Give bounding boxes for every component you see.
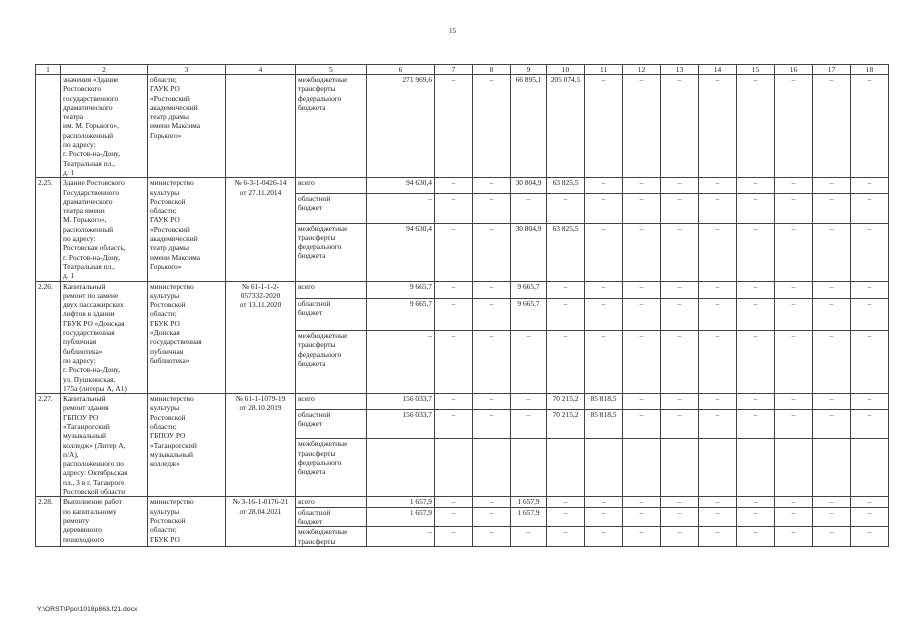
- value-cell: –: [511, 193, 547, 223]
- value-cell: –: [585, 178, 623, 194]
- value-cell: –: [851, 298, 889, 330]
- document-cell: № 61-1-1-2- 057332-2020 от 13.11.2020: [226, 281, 296, 394]
- value-cell: –: [511, 527, 547, 547]
- footer-file-path: Y:\ORST\Ppo\1018p863.f21.docx: [37, 606, 138, 613]
- column-number-header: 10: [547, 65, 585, 75]
- value-cell: –: [775, 178, 813, 194]
- value-cell: –: [775, 507, 813, 527]
- value-cell: –: [547, 497, 585, 507]
- organization-cell: министерство культуры Ростовской области; ГБУК РО: [148, 497, 226, 546]
- column-number-header: 6: [367, 65, 435, 75]
- value-cell: –: [699, 298, 737, 330]
- value-cell: [699, 439, 737, 497]
- value-cell: –: [775, 223, 813, 281]
- value-cell: –: [367, 330, 435, 393]
- value-cell: –: [813, 75, 851, 178]
- value-cell: –: [473, 178, 511, 194]
- value-cell: 94 630,4: [367, 178, 435, 194]
- value-cell: –: [661, 497, 699, 507]
- value-cell: –: [547, 507, 585, 527]
- value-cell: –: [623, 298, 661, 330]
- column-number-header: 17: [813, 65, 851, 75]
- value-cell: 1 657,9: [511, 507, 547, 527]
- value-cell: 9 665,7: [511, 298, 547, 330]
- value-cell: –: [623, 527, 661, 547]
- value-cell: –: [623, 223, 661, 281]
- value-cell: –: [547, 193, 585, 223]
- value-cell: –: [473, 527, 511, 547]
- funding-source-cell: всего: [296, 394, 367, 410]
- funding-source-cell: областной бюджет: [296, 507, 367, 527]
- value-cell: 1 657,9: [367, 497, 435, 507]
- column-number-header: 7: [435, 65, 473, 75]
- value-cell: –: [699, 193, 737, 223]
- value-cell: –: [367, 527, 435, 547]
- value-cell: 156 033,7: [367, 394, 435, 410]
- column-number-header: 13: [661, 65, 699, 75]
- value-cell: –: [699, 281, 737, 298]
- value-cell: [585, 439, 623, 497]
- value-cell: 1 657,9: [511, 497, 547, 507]
- value-cell: –: [813, 223, 851, 281]
- value-cell: [623, 439, 661, 497]
- value-cell: –: [661, 409, 699, 439]
- value-cell: –: [585, 281, 623, 298]
- value-cell: –: [435, 75, 473, 178]
- value-cell: –: [737, 193, 775, 223]
- value-cell: –: [737, 497, 775, 507]
- value-cell: –: [775, 75, 813, 178]
- funding-source-cell: межбюджетные трансферты: [296, 527, 367, 547]
- column-number-header: 18: [851, 65, 889, 75]
- value-cell: –: [661, 193, 699, 223]
- value-cell: –: [661, 178, 699, 194]
- value-cell: [435, 439, 473, 497]
- value-cell: –: [851, 193, 889, 223]
- value-cell: [367, 439, 435, 497]
- object-name-cell: Капитальный ремонт здания ГБПОУ РО «Таганрогский музыкальный колледж» (Литер А, п/А), расположенного по адресу: Октябрьская пл., 3 в г. Таганроге Ростовской области: [61, 394, 148, 497]
- value-cell: –: [699, 409, 737, 439]
- value-cell: –: [813, 298, 851, 330]
- value-cell: –: [511, 394, 547, 410]
- object-name-cell: Капитальный ремонт по замене двух пассажирских лифтов в здании ГБУК РО «Донская государственная публичная библиотека» по адресу: г. Ростов-на-Дону, ул. Пушкинская, 175а (литеры А, А1): [61, 281, 148, 394]
- document-cell: № 61-1-1079-19 от 28.10.2019: [226, 394, 296, 497]
- value-cell: [511, 439, 547, 497]
- value-cell: –: [435, 178, 473, 194]
- value-cell: –: [623, 330, 661, 393]
- value-cell: –: [699, 497, 737, 507]
- organization-cell: министерство культуры Ростовской области; ГАУК РО «Ростовский академический театр драмы имени Максима Горького»: [148, 178, 226, 281]
- column-number-header: 1: [36, 65, 61, 75]
- funding-source-cell: областной бюджет: [296, 298, 367, 330]
- page-number: 15: [449, 27, 456, 35]
- value-cell: –: [661, 330, 699, 393]
- value-cell: 66 895,1: [511, 75, 547, 178]
- value-cell: –: [547, 281, 585, 298]
- value-cell: –: [473, 223, 511, 281]
- value-cell: –: [775, 330, 813, 393]
- value-cell: –: [699, 75, 737, 178]
- funding-source-cell: межбюджетные трансферты федерального бюджета: [296, 223, 367, 281]
- funding-source-cell: межбюджетные трансферты федерального бюджета: [296, 439, 367, 497]
- value-cell: –: [737, 223, 775, 281]
- value-cell: [547, 439, 585, 497]
- value-cell: –: [623, 409, 661, 439]
- value-cell: –: [737, 281, 775, 298]
- column-number-header: 3: [148, 65, 226, 75]
- value-cell: –: [737, 507, 775, 527]
- organization-cell: министерство культуры Ростовской области; ГБПОУ РО «Таганрогский музыкальный колледж»: [148, 394, 226, 497]
- value-cell: –: [851, 223, 889, 281]
- column-number-header: 12: [623, 65, 661, 75]
- value-cell: –: [699, 223, 737, 281]
- value-cell: 30 804,9: [511, 178, 547, 194]
- value-cell: –: [511, 409, 547, 439]
- value-cell: 9 665,7: [511, 281, 547, 298]
- value-cell: [775, 439, 813, 497]
- value-cell: –: [367, 193, 435, 223]
- value-cell: –: [435, 507, 473, 527]
- value-cell: 94 630,4: [367, 223, 435, 281]
- funding-source-cell: областной бюджет: [296, 193, 367, 223]
- value-cell: 30 804,9: [511, 223, 547, 281]
- value-cell: –: [473, 193, 511, 223]
- value-cell: –: [435, 497, 473, 507]
- row-number-cell: 2.25.: [36, 178, 61, 281]
- value-cell: –: [737, 394, 775, 410]
- value-cell: –: [473, 409, 511, 439]
- value-cell: –: [435, 223, 473, 281]
- value-cell: –: [813, 193, 851, 223]
- value-cell: –: [661, 298, 699, 330]
- value-cell: –: [699, 394, 737, 410]
- funding-source-cell: межбюджетные трансферты федерального бюджета: [296, 75, 367, 178]
- value-cell: –: [473, 394, 511, 410]
- column-number-header: 15: [737, 65, 775, 75]
- value-cell: –: [511, 330, 547, 393]
- value-cell: –: [585, 223, 623, 281]
- column-number-header: 4: [226, 65, 296, 75]
- value-cell: 70 215,2: [547, 409, 585, 439]
- value-cell: –: [813, 409, 851, 439]
- value-cell: –: [737, 178, 775, 194]
- row-number-cell: 2.27.: [36, 394, 61, 497]
- value-cell: 85 818,5: [585, 394, 623, 410]
- document-cell: № 3-16-1-0176-21 от 28.04.2021: [226, 497, 296, 546]
- value-cell: –: [851, 75, 889, 178]
- value-cell: –: [737, 527, 775, 547]
- value-cell: –: [851, 178, 889, 194]
- table-row: [36, 497, 889, 507]
- funding-source-cell: всего: [296, 281, 367, 298]
- value-cell: –: [661, 527, 699, 547]
- funding-source-cell: областной бюджет: [296, 409, 367, 439]
- value-cell: –: [775, 527, 813, 547]
- value-cell: –: [435, 330, 473, 393]
- value-cell: –: [585, 527, 623, 547]
- object-name-cell: Выполнение работ по капитальному ремонту деревянного пешеходного: [61, 497, 148, 546]
- value-cell: –: [699, 507, 737, 527]
- funding-source-cell: всего: [296, 497, 367, 507]
- value-cell: –: [623, 193, 661, 223]
- column-number-header: 14: [699, 65, 737, 75]
- value-cell: –: [851, 527, 889, 547]
- value-cell: –: [473, 281, 511, 298]
- value-cell: –: [435, 527, 473, 547]
- column-number-header: 9: [511, 65, 547, 75]
- value-cell: [473, 439, 511, 497]
- value-cell: –: [737, 75, 775, 178]
- value-cell: 9 665,7: [367, 281, 435, 298]
- value-cell: –: [473, 330, 511, 393]
- value-cell: –: [585, 330, 623, 393]
- column-number-header: 16: [775, 65, 813, 75]
- value-cell: –: [473, 75, 511, 178]
- value-cell: –: [737, 330, 775, 393]
- column-number-header: 2: [61, 65, 148, 75]
- value-cell: –: [699, 178, 737, 194]
- value-cell: –: [585, 75, 623, 178]
- value-cell: –: [661, 75, 699, 178]
- row-number-cell: 2.28.: [36, 497, 61, 546]
- value-cell: [661, 439, 699, 497]
- table-row: [36, 394, 889, 410]
- column-number-header: 5: [296, 65, 367, 75]
- value-cell: –: [813, 497, 851, 507]
- value-cell: –: [813, 527, 851, 547]
- value-cell: –: [435, 409, 473, 439]
- program-objects-table: [35, 64, 889, 547]
- value-cell: –: [775, 409, 813, 439]
- row-number-cell: [36, 75, 61, 178]
- value-cell: –: [435, 298, 473, 330]
- column-number-header: 11: [585, 65, 623, 75]
- funding-source-cell: всего: [296, 178, 367, 194]
- value-cell: –: [813, 507, 851, 527]
- table-row: [36, 178, 889, 194]
- value-cell: –: [585, 193, 623, 223]
- organization-cell: министерство культуры Ростовской области; ГБУК РО «Донская государственная публичная библиотека»: [148, 281, 226, 394]
- value-cell: –: [661, 281, 699, 298]
- value-cell: –: [585, 507, 623, 527]
- value-cell: –: [699, 330, 737, 393]
- value-cell: 156 033,7: [367, 409, 435, 439]
- value-cell: –: [813, 330, 851, 393]
- value-cell: –: [775, 497, 813, 507]
- value-cell: [737, 439, 775, 497]
- value-cell: [851, 439, 889, 497]
- value-cell: 85 818,5: [585, 409, 623, 439]
- value-cell: –: [851, 281, 889, 298]
- value-cell: –: [623, 507, 661, 527]
- value-cell: –: [813, 178, 851, 194]
- table-row: [36, 281, 889, 298]
- row-number-cell: 2.26.: [36, 281, 61, 394]
- value-cell: –: [547, 330, 585, 393]
- value-cell: –: [775, 298, 813, 330]
- value-cell: –: [775, 281, 813, 298]
- value-cell: –: [473, 298, 511, 330]
- value-cell: –: [623, 178, 661, 194]
- value-cell: –: [473, 497, 511, 507]
- value-cell: –: [547, 298, 585, 330]
- value-cell: [813, 439, 851, 497]
- value-cell: –: [699, 527, 737, 547]
- value-cell: –: [585, 497, 623, 507]
- value-cell: –: [737, 409, 775, 439]
- value-cell: –: [473, 507, 511, 527]
- value-cell: –: [435, 193, 473, 223]
- value-cell: 271 969,6: [367, 75, 435, 178]
- value-cell: –: [623, 394, 661, 410]
- value-cell: –: [661, 507, 699, 527]
- value-cell: –: [623, 75, 661, 178]
- object-name-cell: Здание Ростовского Государственного драматического театра имени М. Горького», расположенный по адресу: Ростовская область, г. Ростов-на-Дону, Театральная пл., д. 1: [61, 178, 148, 281]
- value-cell: –: [661, 223, 699, 281]
- value-cell: –: [775, 394, 813, 410]
- value-cell: –: [851, 330, 889, 393]
- value-cell: 63 825,5: [547, 223, 585, 281]
- value-cell: 9 665,7: [367, 298, 435, 330]
- value-cell: –: [661, 394, 699, 410]
- value-cell: –: [851, 507, 889, 527]
- value-cell: 205 074,5: [547, 75, 585, 178]
- value-cell: 70 215,2: [547, 394, 585, 410]
- table-header-row: [36, 65, 889, 75]
- value-cell: 63 825,5: [547, 178, 585, 194]
- funding-source-cell: межбюджетные трансферты федерального бюджета: [296, 330, 367, 393]
- value-cell: 1 657,9: [367, 507, 435, 527]
- value-cell: –: [623, 497, 661, 507]
- value-cell: –: [737, 298, 775, 330]
- value-cell: –: [851, 409, 889, 439]
- table-row: [36, 75, 889, 178]
- column-number-header: 8: [473, 65, 511, 75]
- value-cell: –: [435, 281, 473, 298]
- value-cell: –: [775, 193, 813, 223]
- value-cell: –: [813, 281, 851, 298]
- value-cell: –: [813, 394, 851, 410]
- value-cell: –: [435, 394, 473, 410]
- organization-cell: области; ГАУК РО «Ростовский академический театр драмы имени Максима Горького»: [148, 75, 226, 178]
- value-cell: –: [623, 281, 661, 298]
- value-cell: –: [585, 298, 623, 330]
- object-name-cell: значения «Здание Ростовского государственного драматического театра им. М. Горького», расположенный по адресу: г. Ростов-на-Дону, Театральная пл., д. 1: [61, 75, 148, 178]
- value-cell: –: [547, 527, 585, 547]
- document-cell: № 6-3-1-0426-14 от 27.11.2014: [226, 178, 296, 281]
- document-cell: [226, 75, 296, 178]
- value-cell: –: [851, 497, 889, 507]
- value-cell: –: [851, 394, 889, 410]
